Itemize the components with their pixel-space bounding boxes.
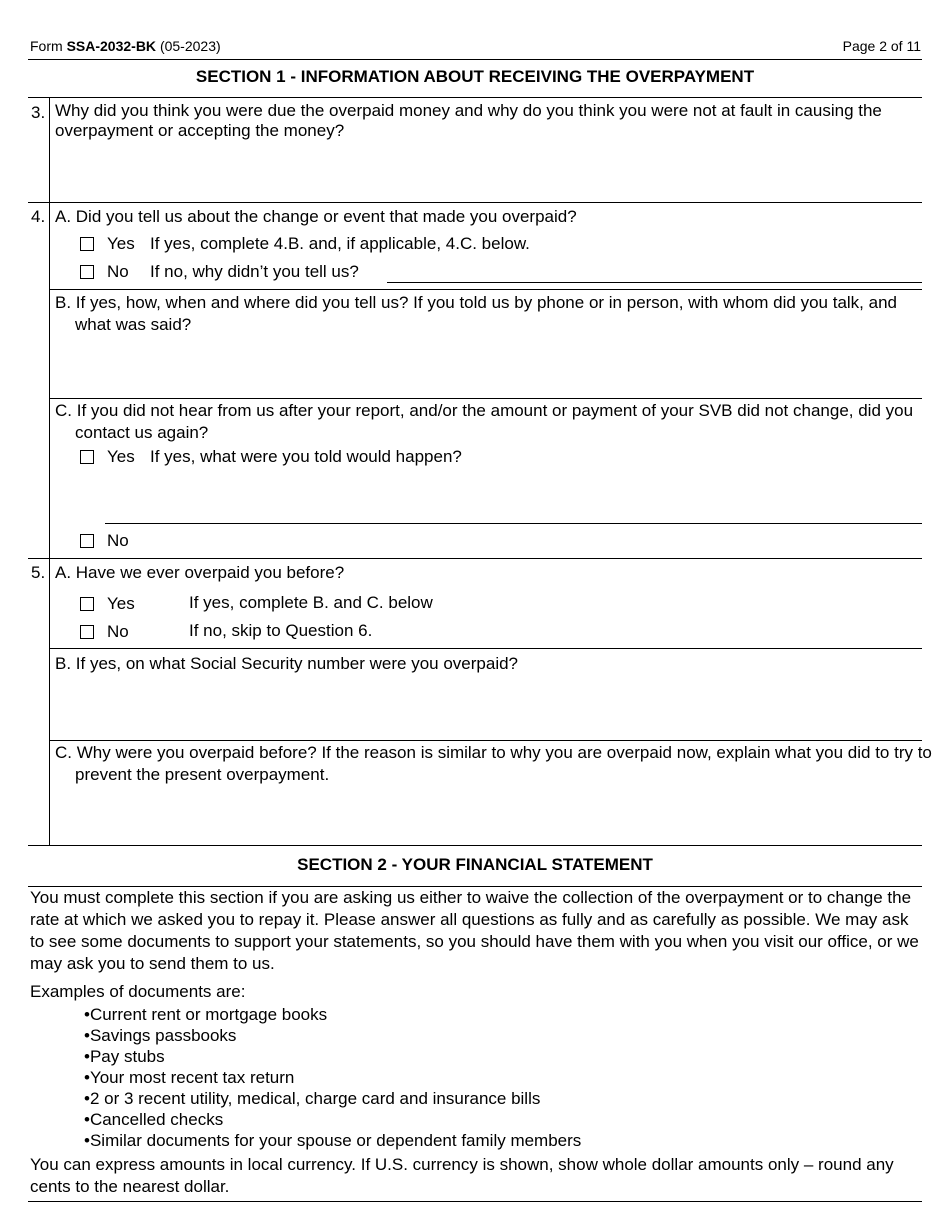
q4a-no-instruction: If no, why didn’t you tell us? — [150, 262, 359, 281]
list-item: • Similar documents for your spouse or dependent family members — [84, 1130, 581, 1151]
q4-divider — [28, 558, 922, 559]
form-date: (05-2023) — [159, 38, 221, 54]
q5a-no-instruction: If no, skip to Question 6. — [189, 621, 373, 640]
list-item: • Your most recent tax return — [84, 1067, 581, 1088]
q3-text: Why did you think you were due the overpaid money and why do you think you were not at fault in causing the overpayment or accepting the money? — [55, 101, 882, 140]
q4a-yes-instruction: If yes, complete 4.B. and, if applicable, 4.C. below. — [150, 234, 530, 253]
currency-note: You can express amounts in local currency. If U.S. currency is shown, show whole dollar amounts only – round any cents to the nearest dollar. — [30, 1155, 894, 1196]
q5b-divider — [49, 740, 922, 741]
q4b-text: B. If yes, how, when and where did you tell us? If you told us by phone or in person, with whom did you talk, and what was said? — [55, 293, 897, 334]
q3-number: 3. — [31, 103, 46, 122]
section2-title: SECTION 2 - YOUR FINANCIAL STATEMENT — [297, 855, 653, 874]
q4c-yes-label: Yes — [107, 447, 135, 466]
q5a-yes-checkbox[interactable] — [80, 597, 94, 611]
q4b-answer-area[interactable] — [50, 340, 922, 396]
q4a-yes-label: Yes — [107, 234, 135, 253]
section2-intro: You must complete this section if you are asking us either to waive the collection of the overpayment or to change the rate at which we asked you to repay it. Please answer all questions as fully and as carefully as possible. We may ask to see some documents to support your statements, so you should have them with you when you visit our office, or we may ask you to send them to us. — [30, 888, 919, 973]
q5a-yes-instruction: If yes, complete B. and C. below — [189, 593, 433, 612]
q5a-no-label: No — [107, 622, 129, 641]
q4c-text: C. If you did not hear from us after your report, and/or the amount or payment of your SVB did not change, did you contact us again? — [55, 401, 914, 442]
form-id: SSA-2032-BK — [66, 38, 157, 54]
q5a-yes-label: Yes — [107, 594, 135, 613]
q5c-text: C. Why were you overpaid before? If the reason is similar to why you are overpaid now, explain what you did to try to prevent the present overpayment. — [55, 743, 932, 784]
q5a-text: A. Have we ever overpaid you before? — [55, 563, 345, 582]
page-bottom-divider — [28, 1201, 922, 1202]
section1-title-divider — [28, 97, 922, 98]
header-divider — [28, 59, 922, 60]
q4a-yes-checkbox[interactable] — [80, 237, 94, 251]
q3-answer-area[interactable] — [50, 145, 922, 201]
q4-number: 4. — [31, 207, 46, 226]
list-item: • Pay stubs — [84, 1046, 581, 1067]
q4a-text: A. Did you tell us about the change or event that made you overpaid? — [55, 207, 577, 226]
q3-divider — [28, 202, 922, 203]
q4c-yes-instruction: If yes, what were you told would happen? — [150, 447, 462, 466]
q5c-answer-area[interactable] — [50, 790, 922, 844]
q5a-divider — [49, 648, 922, 649]
list-item: • Current rent or mortgage books — [84, 1004, 581, 1025]
q4c-no-label: No — [107, 531, 129, 550]
section1-title: SECTION 1 - INFORMATION ABOUT RECEIVING THE OVERPAYMENT — [195, 67, 755, 86]
q4a-no-label: No — [107, 262, 129, 281]
q4b-divider — [49, 398, 922, 399]
q4c-answer-area[interactable] — [105, 470, 922, 522]
list-item: • Savings passbooks — [84, 1025, 581, 1046]
q4c-yes-checkbox[interactable] — [80, 450, 94, 464]
q5b-answer-area[interactable] — [50, 678, 922, 738]
page-number: Page 2 of 11 — [842, 38, 921, 54]
q4a-divider — [49, 289, 922, 290]
form-prefix: Form — [30, 38, 63, 54]
list-item: • 2 or 3 recent utility, medical, charge card and insurance bills — [84, 1088, 581, 1109]
q4a-no-answer-line[interactable] — [387, 282, 922, 283]
list-item: • Cancelled checks — [84, 1109, 581, 1130]
examples-list — [84, 1004, 581, 1151]
q4a-no-checkbox[interactable] — [80, 265, 94, 279]
section1-bottom-divider — [28, 845, 922, 846]
q5a-no-checkbox[interactable] — [80, 625, 94, 639]
examples-label: Examples of documents are: — [30, 982, 246, 1001]
q4c-answer-line — [105, 523, 922, 524]
q5b-text: B. If yes, on what Social Security number were you overpaid? — [55, 654, 519, 673]
q4c-no-checkbox[interactable] — [80, 534, 94, 548]
form-header — [30, 36, 221, 57]
q5-number: 5. — [31, 563, 46, 582]
